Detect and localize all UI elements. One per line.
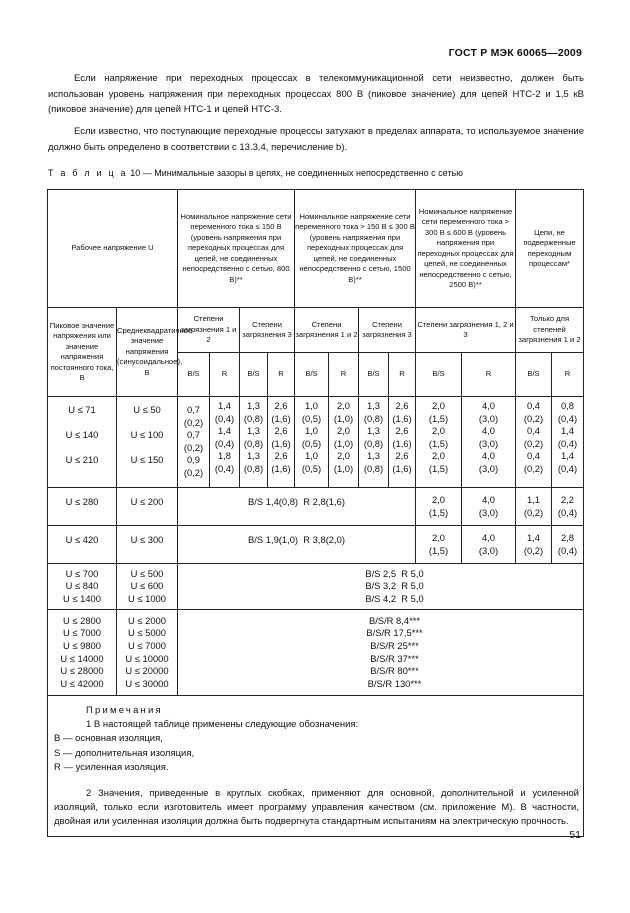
clearance-column: 1,4 (0,4) 1,4 (0,4) 1,8 (0,4) [210, 397, 240, 488]
note-1-supplementary: S — дополнительная изоляция, [54, 747, 195, 759]
peak-values-group-4: U ≤ 700 U ≤ 840 U ≤ 1400 [48, 564, 117, 610]
table-title: 10 — Минимальные зазоры в цепях, не соединенных непосредственно с сетью [130, 168, 463, 178]
head-pollution-1-2-3: Степени загрязнения 1, 2 и 3 [416, 308, 516, 353]
peak-value-280: U ≤ 280 [48, 488, 117, 526]
note-1-reinforced: R — усиленная изоляция. [54, 761, 169, 773]
merged-clearance-420: B/S 1,9(1,0) R 3,8(2,0) [178, 526, 416, 564]
head-bs: B/S [240, 353, 268, 397]
table-label: Т а б л и ц а [48, 168, 128, 178]
head-peak-voltage: Пиковое значение напряжения или значение напряжения постоянного тока, В [48, 308, 117, 397]
head-bs: B/S [295, 353, 329, 397]
clearance-column: 1,3 (0,8) 1,3 (0,8) 1,3 (0,8) [240, 397, 268, 488]
head-pollution-1-2-b: Степени загрязнения 1 и 2 [295, 308, 359, 353]
head-group-150: Номинальное напряжение сети переменного тока ≤ 150 В (уровень напряжения при переходных процессах для цепей, не соединенных непосредственно с сетью, 800 В)** [178, 190, 295, 308]
head-pollution-3-b: Степени загрязнения 3 [359, 308, 416, 353]
head-rms-voltage: Среднеквадратичное значение напряжения (синусоидальное), В [117, 308, 178, 397]
head-bs: B/S [516, 353, 552, 397]
note-2: 2 Значения, приведенные в круглых скобках, применяют для основной, дополнительной и усиленной изоляций, только если изготовитель имеет программу управления качеством (см. приложение М). В частности, двойная или усиленная изоляция должна быть подвергнута стандартным испытаниям на электрическую прочность. [54, 788, 579, 828]
head-bs: B/S [178, 353, 210, 397]
clearance-column: 1,0 (0,5) 1,0 (0,5) 1,0 (0,5) [295, 397, 329, 488]
peak-values-group-5: U ≤ 2800 U ≤ 7000 U ≤ 9800 U ≤ 14000 U ≤ 28000 U ≤ 42000 [48, 610, 117, 696]
clearance-column: 1,3 (0,8) 1,3 (0,8) 1,3 (0,8) [359, 397, 389, 488]
head-working-voltage: Рабочее напряжение U [48, 190, 178, 308]
clearance-cell: 2,2 (0,4) [552, 488, 584, 526]
clearance-column: 0,4 (0,2) 0,4 (0,2) 0,4 (0,2) [516, 397, 552, 488]
head-bs: B/S [359, 353, 389, 397]
clearance-column: 4,0 (3,0) 4,0 (3,0) 4,0 (3,0) [462, 397, 516, 488]
head-pollution-only-1-2: Только для степеней загрязнения 1 и 2 [516, 308, 584, 353]
head-r: R [462, 353, 516, 397]
merged-clearance-280: B/S 1,4(0,8) R 2,8(1,6) [178, 488, 416, 526]
peak-value-420: U ≤ 420 [48, 526, 117, 564]
clearance-cell: 2,0 (1,5) [416, 526, 462, 564]
clearance-table [47, 189, 584, 837]
rms-value-300: U ≤ 300 [117, 526, 178, 564]
note-1-basic: В — основная изоляция, [54, 733, 163, 745]
clearance-cell: 1,4 (0,2) [516, 526, 552, 564]
head-group-300: Номинальное напряжение сети переменного тока > 150 В ≤ 300 В (уровень напряжения при переходных процессах для цепей, не соединенных непосредственно с сетью, 1500 В)** [295, 190, 416, 308]
peak-values-group-1: U ≤ 71 U ≤ 140 U ≤ 210 [48, 397, 117, 488]
clearance-cell: 4,0 (3,0) [462, 488, 516, 526]
clearance-column: 2,6 (1,6) 2,6 (1,6) 2,6 (1,6) [389, 397, 416, 488]
clearance-column: 2,0 (1,5) 2,0 (1,5) 2,0 (1,5) [416, 397, 462, 488]
head-r: R [552, 353, 584, 397]
rms-values-group-1: U ≤ 50 U ≤ 100 U ≤ 150 [117, 397, 178, 488]
head-r: R [329, 353, 359, 397]
standard-header: ГОСТ Р МЭК 60065—2009 [448, 47, 582, 59]
head-no-transients: Цепи, не подверженные переходным процессам* [516, 190, 584, 308]
head-group-600: Номинальное напряжение сети переменного тока > 300 В ≤ 600 В (уровень напряжения при переходных процессах для цепей, не соединенных непосредственно с сетью, 2500 В)** [416, 190, 516, 308]
clearance-cell: 4,0 (3,0) [462, 526, 516, 564]
head-r: R [389, 353, 416, 397]
rms-value-200: U ≤ 200 [117, 488, 178, 526]
head-bs: B/S [416, 353, 462, 397]
head-pollution-1-2-a: Степени загрязнения 1 и 2 [178, 308, 240, 353]
intro-paragraph-1: Если напряжение при переходных процессах в телекоммуникационной сети неизвестно, должен быть использован уровень напряжения при переходных процессах 800 В (пиковое значение) для цепей НТС-2 и 1,5 кВ (пиковое значение) для цепей НТС-1 и цепей НТС-3. [48, 73, 584, 115]
table-caption [48, 168, 463, 178]
note-1: 1 В настоящей таблице применены следующие обозначения: [86, 719, 359, 731]
table-notes [48, 696, 584, 837]
rms-values-group-4: U ≤ 500 U ≤ 600 U ≤ 1000 [117, 564, 178, 610]
clearance-column: 0,7 (0,2) 0,7 (0,2) 0,9 (0,2) [178, 397, 210, 488]
clearance-cell: 2,0 (1,5) [416, 488, 462, 526]
intro-paragraph-2: Если известно, что поступающие переходные процессы затухают в пределах аппарата, то используемое значение должно быть определено в соответствии с 13.3.4, перечисление b). [48, 126, 584, 153]
head-r: R [210, 353, 240, 397]
rms-values-group-5: U ≤ 2000 U ≤ 5000 U ≤ 7000 U ≤ 10000 U ≤ 20000 U ≤ 30000 [117, 610, 178, 696]
merged-clearance-group-5: B/S/R 8,4*** B/S/R 17,5*** B/S/R 25*** B/S/R 37*** B/S/R 80*** B/S/R 130*** [178, 610, 584, 696]
clearance-column: 2,6 (1,6) 2,6 (1,6) 2,6 (1,6) [268, 397, 295, 488]
page-number: 51 [569, 829, 581, 841]
clearance-column: 0,8 (0,4) 1,4 (0,4) 1,4 (0,4) [552, 397, 584, 488]
clearance-column: 2,0 (1,0) 2,0 (1,0) 2,0 (1,0) [329, 397, 359, 488]
head-r: R [268, 353, 295, 397]
clearance-cell: 2,8 (0,4) [552, 526, 584, 564]
notes-title: Примечания [86, 705, 163, 716]
clearance-cell: 1,1 (0,2) [516, 488, 552, 526]
head-pollution-3-a: Степени загрязнения 3 [240, 308, 295, 353]
merged-clearance-group-4: B/S 2,5 R 5,0 B/S 3,2 R 5,0 B/S 4,2 R 5,0 [178, 564, 584, 610]
